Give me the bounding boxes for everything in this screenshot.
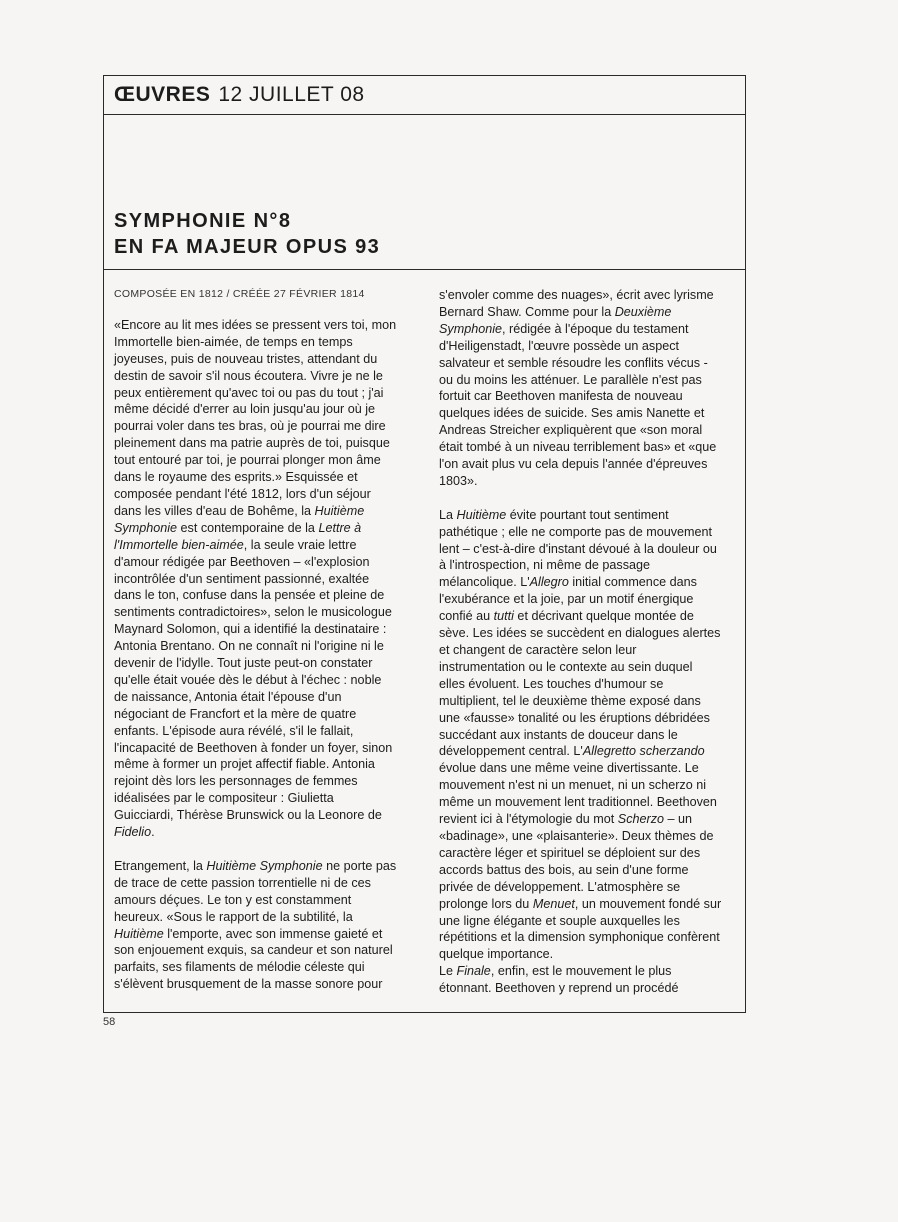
left-p1-line: sentiments contradictoires», selon le musicologue: [114, 605, 392, 620]
left-p1-line: pleinement dans ma patrie auprès de toi, puisque: [114, 436, 390, 451]
right-p2-line: et changent de caractère selon leur: [439, 643, 637, 658]
left-p2-line: parfaits, ses filaments de mélodie céleste qui: [114, 960, 365, 975]
left-p2-line: s'élèvent brusquement de la masse sonore pour: [114, 977, 383, 992]
left-p2-line: de trace de cette passion torrentielle ni de ces: [114, 875, 371, 890]
left-p2-line: Etrangement, la Huitième Symphonie ne porte pas: [114, 858, 397, 873]
left-p1-line: enfants. L'épisode aura révélé, s'il le fallait,: [114, 723, 354, 738]
right-p2-line: caractère léger et spirituel se déploient sur des: [439, 845, 701, 860]
right-p1-line: s'envoler comme des nuages», écrit avec lyrisme: [439, 288, 714, 302]
right-p2-line: revient ici à l'étymologie du mot Scherzo – un: [439, 812, 693, 827]
section-label: ŒUVRES: [114, 83, 211, 106]
right-p2-line: instrumentation ou le contexte au sein duquel: [439, 659, 693, 674]
left-p1-line: composée pendant l'été 1812, lors d'un séjour: [114, 486, 371, 501]
left-p1-line: «Encore au lit mes idées se pressent vers toi, mon: [114, 317, 397, 332]
left-p1-line: même à former un projet affectif fiable. Antonia: [114, 757, 375, 772]
right-paragraph-2: [439, 507, 739, 963]
right-p2-line: elles évoluent. Les touches d'humour se: [439, 676, 664, 691]
left-p1-line: d'amour rédigée par Beethoven – «l'explosion: [114, 554, 370, 569]
left-paragraph-1: [114, 317, 414, 841]
left-p1-line: négociant de Francfort et la mère de quatre: [114, 706, 357, 721]
right-p2-line: confié au tutti et décrivant quelque montée de: [439, 609, 694, 624]
right-p2-line: «badinage», une «plaisanterie». Deux thèmes de: [439, 828, 714, 843]
left-p1-line: peux entièrement qu'avec toi ou pas du tout ; j'ai: [114, 385, 384, 400]
left-p1-line: qu'elle était vouée dès le début à l'échec : noble: [114, 672, 382, 687]
right-p1-line: Bernard Shaw. Comme pour la Deuxième: [439, 304, 672, 319]
right-p1-line: était tombé à un niveau terriblement bas» et «que: [439, 440, 717, 455]
left-paragraph-2: [114, 858, 414, 993]
header-text: [114, 83, 365, 107]
left-p1-line: de naissance, Antonia était l'épouse d'un: [114, 689, 342, 704]
left-p1-line: idéalisées par le compositeur : Giulietta: [114, 791, 334, 806]
left-p1-line: Maynard Solomon, qui a identifié la destinataire :: [114, 622, 387, 637]
right-p2-line: La Huitième évite pourtant tout sentiment: [439, 507, 669, 522]
left-p1-line: incontrôlée d'un sentiment passionné, exaltée: [114, 571, 370, 586]
right-p2-line: succédant aux instants de douceur dans le: [439, 727, 678, 742]
left-p2-line: heureux. «Sous le rapport de la subtilité, la: [114, 909, 353, 924]
left-p1-line: dans les villes d'eau de Bohême, la Huitième: [114, 503, 365, 518]
right-p2-line: à l'introspection, ni même de passage: [439, 558, 651, 573]
right-p2-line: lent – c'est-à-dire d'instant dévoué à la douleur ou: [439, 541, 717, 556]
page-number: 58: [103, 1016, 116, 1028]
left-p2-line: son enjouement exquis, sa candeur et son naturel: [114, 943, 393, 958]
right-p3-line: Le Finale, enfin, est le mouvement le plus: [439, 964, 672, 979]
concert-date: 12 JUILLET 08: [218, 83, 365, 106]
right-paragraph-3: [439, 963, 739, 997]
composition-meta: COMPOSÉE EN 1812 / CRÉÉE 27 FÉVRIER 1814: [114, 288, 365, 300]
right-p2-line: même un mouvement lent traditionnel. Beethoven: [439, 795, 717, 810]
right-p2-line: multiplient, tel le deuxième thème exposé dans: [439, 693, 701, 708]
right-p1-line: Andreas Streicher expliquèrent que «son moral: [439, 423, 703, 438]
work-title-line-1: SYMPHONIE N°8: [114, 210, 292, 232]
right-p1-line: l'on avait plus vu cela depuis l'année d'épreuves: [439, 457, 708, 472]
left-p2-line: Huitième l'emporte, avec son immense gaieté et: [114, 926, 383, 941]
right-p1-line: d'Heiligenstadt, l'œuvre possède un aspect: [439, 338, 680, 353]
right-p1-line: fortuit car Beethoven manifesta de nouveau: [439, 389, 683, 404]
right-p2-line: l'exubérance et la joie, par un motif énergique: [439, 592, 694, 607]
right-p2-line: pathétique ; elle ne comporte pas de mouvement: [439, 524, 713, 539]
left-p1-line: Guicciardi, Thérèse Brunswick ou la Leonore de: [114, 808, 382, 823]
right-p2-line: sève. Les idées se succèdent en dialogues alertes: [439, 626, 721, 641]
left-p1-line: Immortelle bien-aimée, de temps en temps: [114, 334, 353, 349]
title-block: [104, 114, 745, 270]
left-p1-line: l'Immortelle bien-aimée, la seule vraie lettre: [114, 537, 357, 552]
right-p1-line: ou du moins les atténuer. Le parallèle n'est pas: [439, 372, 702, 387]
header-bar: [104, 76, 745, 115]
left-p1-line: Antonia Brentano. On ne connaît ni l'origine ni le: [114, 639, 384, 654]
left-p1-line: destin de savoir s'il nous écoutera. Vivre je ne le: [114, 368, 383, 383]
right-p3-line: étonnant. Beethoven y reprend un procédé: [439, 981, 679, 996]
right-p2-line: quelque importance.: [439, 947, 554, 962]
right-p2-line: répétitions et la dimension symphonique confèrent: [439, 930, 720, 945]
left-p1-line: Symphonie est contemporaine de la Lettre à: [114, 520, 362, 535]
right-p1-line: 1803».: [439, 473, 478, 488]
right-p2-line: privée de développement. L'atmosphère se: [439, 879, 681, 894]
left-p1-line: devenir de l'idylle. Tout juste peut-on constater: [114, 656, 373, 671]
work-title-line-2: EN FA MAJEUR OPUS 93: [114, 236, 381, 258]
left-p1-line: Fidelio.: [114, 825, 155, 840]
right-p1-line: Symphonie, rédigée à l'époque du testament: [439, 321, 689, 336]
right-p2-line: une ligne élégante et souple auxquelles les: [439, 913, 680, 928]
right-p2-line: une «fausse» tonalité ou les éruptions débridées: [439, 710, 710, 725]
right-p1-line: salvateur et semble résoudre les conflits vécus -: [439, 355, 708, 370]
left-p1-line: l'incapacité de Beethoven à fonder un foyer, sinon: [114, 740, 393, 755]
right-paragraph-1: [439, 287, 739, 490]
left-p1-line: dans le royaume des esprits.» Esquissée et: [114, 470, 358, 485]
left-p1-line: dans le ton, confuse dans la pensée et pleine de: [114, 588, 385, 603]
right-p2-line: mouvement n'est ni un menuet, ni un scherzo ni: [439, 778, 707, 793]
right-column: [439, 287, 739, 997]
left-p2-line: amours déçues. Le ton y est constamment: [114, 892, 352, 907]
left-column: [114, 286, 414, 993]
right-p2-line: développement central. L'Allegretto scherzando: [439, 744, 705, 759]
left-p1-line: pourrai voler dans tes bras, où je pourrai me dire: [114, 419, 386, 434]
left-p1-line: même décidé d'errer au loin jusqu'au jour où je: [114, 402, 376, 417]
right-p2-line: prolonge lors du Menuet, un mouvement fondé sur: [439, 896, 722, 911]
right-p2-line: mélancolique. L'Allegro initial commence dans: [439, 575, 697, 590]
right-p2-line: accords battus des bois, au sein d'une forme: [439, 862, 689, 877]
left-p1-line: joyeuses, puis de nouveau tristes, attendant du: [114, 351, 378, 366]
left-p1-line: tout entouré par toi, je pourrai plonger mon âme: [114, 453, 381, 468]
right-p1-line: quelques idées de suicide. Ses amis Nanette et: [439, 406, 705, 421]
right-p2-line: évolue dans une même veine divertissante. Le: [439, 761, 699, 776]
left-p1-line: rejoint dès lors les personnages de femmes: [114, 774, 358, 789]
